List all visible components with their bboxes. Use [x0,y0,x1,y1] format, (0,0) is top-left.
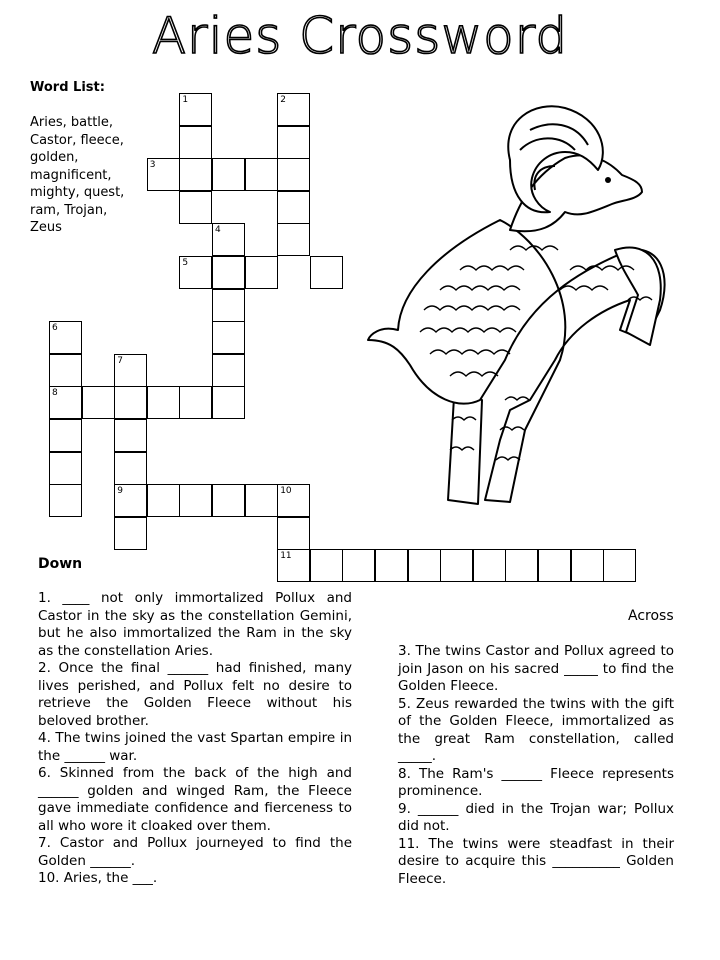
clue-number: 9 [117,486,123,497]
crossword-cell[interactable] [114,386,147,419]
across-heading: Across [628,608,674,624]
down-heading: Down [38,556,83,572]
crossword-cell[interactable] [277,484,310,517]
down-clues [38,590,352,888]
across-clues [398,643,674,888]
crossword-cell[interactable] [114,354,147,387]
across-clue: 3. The twins Castor and Pollux agreed to join Jason on his sacred _____ to find the Golden Fleece. [398,643,674,694]
crossword-cell[interactable] [114,517,147,550]
ram-eye [605,177,611,183]
crossword-cell[interactable] [179,386,212,419]
crossword-cell[interactable] [505,549,538,582]
crossword-cell[interactable] [375,549,408,582]
clue-number: 8 [52,388,58,399]
down-clue: 4. The twins joined the vast Spartan empire in the ______ war. [38,730,352,764]
word-list-heading: Word List: [30,80,105,95]
across-clue: 5. Zeus rewarded the twins with the gift of the Golden Fleece, immortalized as the great Ram constellation, called _____. [398,695,674,764]
crossword-cell[interactable] [212,158,245,191]
crossword-cell[interactable] [212,386,245,419]
crossword-cell[interactable] [49,354,82,387]
page-title: Aries Crossword [151,7,569,65]
crossword-cell[interactable] [179,93,212,126]
crossword-cell[interactable] [212,223,245,256]
crossword-cell[interactable] [277,191,310,224]
crossword-cell[interactable] [277,93,310,126]
across-clue: 11. The twins were steadfast in their desire to acquire this __________ Golden Fleece. [398,835,674,887]
across-clue: 9. ______ died in the Trojan war; Pollux did not. [398,800,674,834]
crossword-cell[interactable] [114,484,147,517]
crossword-cell[interactable] [49,321,82,354]
crossword-cell[interactable] [49,386,82,419]
across-clue: 8. The Ram's ______ Fleece represents prominence. [398,765,674,799]
down-clue: 6. Skinned from the back of the high and ______ golden and winged Ram, the Fleece gave immediate confidence and fierceness to all who wore it cloaked over them. [38,765,352,834]
crossword-cell[interactable] [114,419,147,452]
crossword-cell[interactable] [179,158,212,191]
crossword-cell[interactable] [277,126,310,159]
clue-number: 4 [215,225,221,236]
down-clue: 1. ____ not only immortalized Pollux and Castor in the sky as the constellation Gemini, but he also immortalized the Ram in the sky as the constellation Aries. [38,590,352,659]
crossword-cell[interactable] [212,354,245,387]
crossword-cell[interactable] [212,484,245,517]
down-clue: 7. Castor and Pollux journeyed to find the Golden ______. [38,835,352,869]
down-clue: 2. Once the final ______ had finished, many lives perished, and Pollux felt no desire to retrieve the Golden Fleece without his beloved brother. [38,660,352,729]
crossword-cell[interactable] [212,321,245,354]
crossword-cell[interactable] [179,484,212,517]
down-clue: 10. Aries, the ___. [38,870,158,886]
crossword-cell[interactable] [245,484,278,517]
crossword-cell[interactable] [277,223,310,256]
crossword-cell[interactable] [179,256,212,289]
crossword-cell[interactable] [277,517,310,550]
crossword-cell[interactable] [212,289,245,322]
crossword-cell[interactable] [147,484,180,517]
clue-number: 1 [182,95,189,105]
crossword-cell[interactable] [571,549,604,582]
crossword-cell[interactable] [179,126,212,159]
crossword-cell[interactable] [82,386,115,419]
crossword-cell[interactable] [212,256,245,289]
clue-number: 6 [52,323,58,334]
crossword-cell[interactable] [114,452,147,485]
clue-number: 5 [182,258,189,268]
clue-number: 2 [280,95,286,105]
clue-number: 10 [280,486,292,497]
clue-number: 11 [280,551,292,562]
crossword-cell[interactable] [49,452,82,485]
clue-number: 3 [149,160,156,171]
clue-number: 7 [117,355,123,366]
crossword-cell[interactable] [538,549,571,582]
crossword-cell[interactable] [49,484,82,517]
crossword-cell[interactable] [147,386,180,419]
crossword-cell[interactable] [473,549,506,582]
crossword-cell[interactable] [440,549,473,582]
crossword-cell[interactable] [245,256,278,289]
crossword-cell[interactable] [147,158,180,191]
word-list: Aries, battle, Castor, fleece, golden, magnificent, mighty, quest, ram, Trojan, Zeus [30,115,125,235]
crossword-cell[interactable] [179,191,212,224]
ram-illustration [360,100,680,520]
crossword-cell[interactable] [277,549,310,582]
crossword-cell[interactable] [603,549,636,582]
crossword-cell[interactable] [342,549,375,582]
crossword-cell[interactable] [277,158,310,191]
crossword-cell[interactable] [310,549,343,582]
crossword-cell[interactable] [408,549,441,582]
crossword-cell[interactable] [49,419,82,452]
crossword-cell[interactable] [245,158,278,191]
crossword-cell[interactable] [310,256,343,289]
